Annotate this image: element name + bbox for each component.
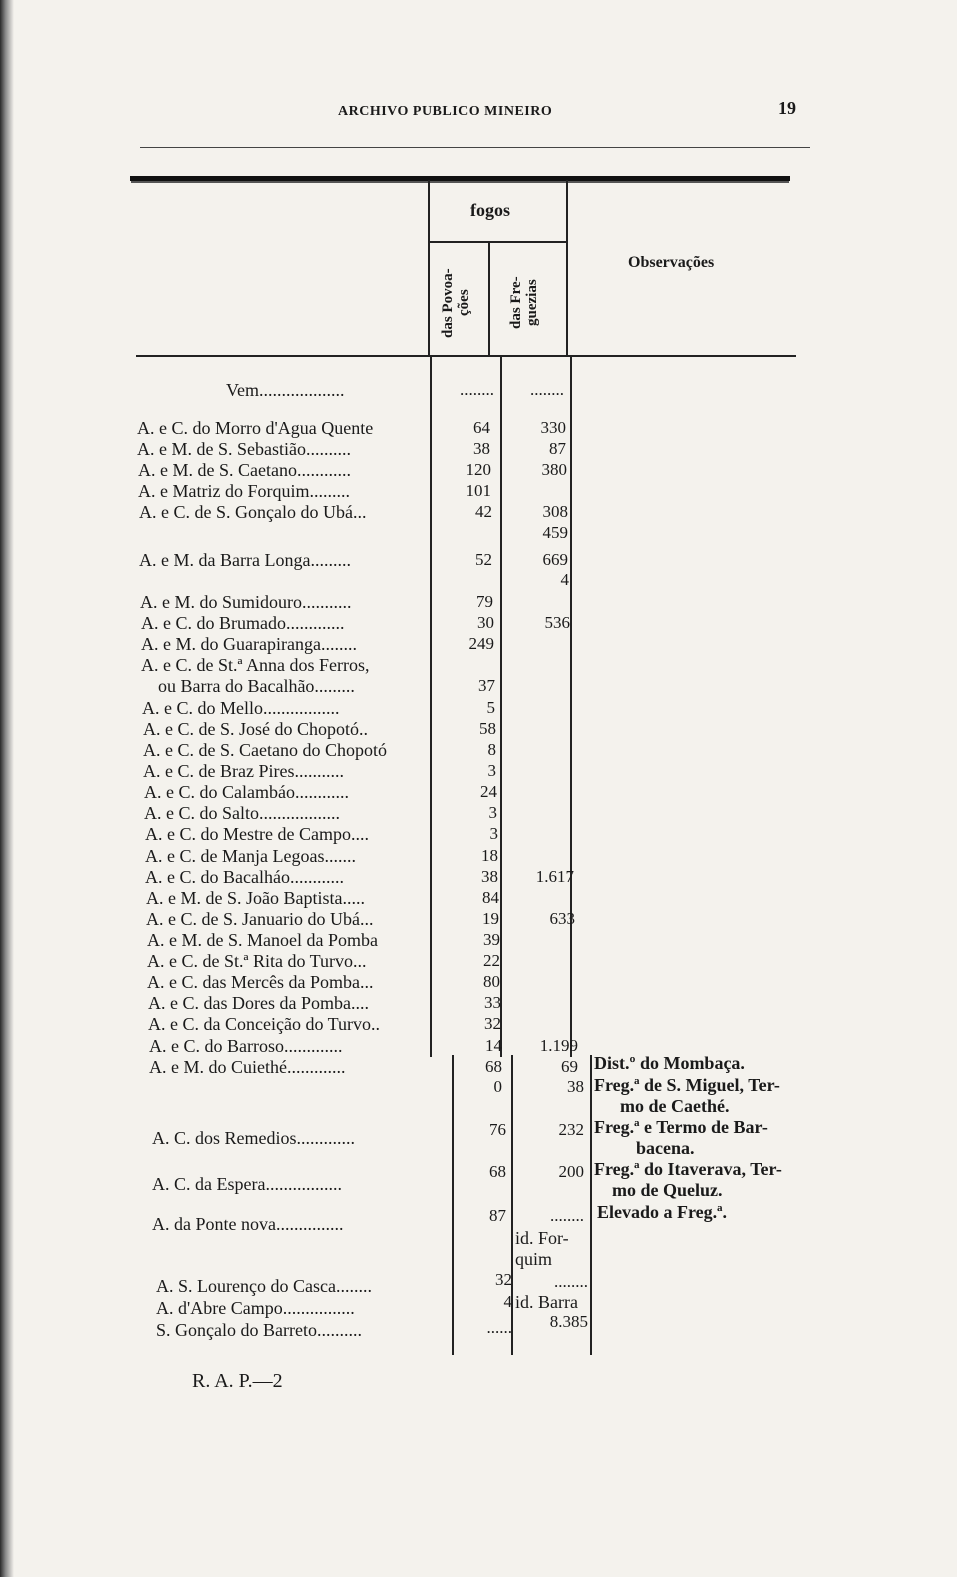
table-row-povoacoes: 14	[485, 1036, 502, 1055]
table-row-label: A. e M. de S. João Baptista.....	[146, 888, 365, 908]
table-row-label: A. e Matriz do Forquim.........	[138, 481, 350, 501]
table-row-povoacoes: 42	[475, 502, 492, 521]
table-row-label: A. e C. do Mello.................	[142, 698, 340, 718]
forquim-line1: id. For-	[515, 1228, 569, 1248]
header-rule	[140, 147, 810, 148]
espera-povoacoes: 68	[489, 1162, 506, 1181]
table-row-povoacoes: 101	[465, 481, 491, 500]
row-barreto: S. Gonçalo do Barreto..........	[156, 1320, 362, 1340]
note-remedios-line1: Freg.ª e Termo de Bar-	[594, 1117, 768, 1137]
abre-campo-freguezias: id. Barra	[515, 1292, 578, 1312]
table-row-povoacoes: 8	[487, 740, 496, 759]
table-row-povoacoes: 19	[482, 909, 499, 928]
table-rule-mid	[488, 243, 490, 355]
note-ponte-nova: Elevado a Freg.ª.	[597, 1202, 728, 1222]
table-row-label: A. e M. do Sumidouro...........	[140, 592, 352, 612]
table-row-label: A. e C. de S. Januario do Ubá...	[146, 909, 374, 929]
cuiethe-freguezias-extra: 38	[567, 1077, 584, 1096]
povoacoes-header-line1: das Povoa-	[440, 268, 456, 338]
casca-freguezias: ........	[554, 1272, 588, 1291]
running-header: ARCHIVO PUBLICO MINEIRO	[338, 104, 553, 119]
table-row-label: A. e C. de S. Gonçalo do Ubá...	[139, 502, 367, 522]
table-row-freguezias: 4	[560, 570, 569, 589]
table-row-label: A. e C. do Brumado.............	[141, 613, 345, 633]
table-row-label: A. e C. do Mestre de Campo....	[145, 824, 369, 844]
espera-freguezias: 200	[558, 1162, 584, 1181]
remedios-povoacoes: 76	[489, 1120, 506, 1139]
body-rule-right	[570, 357, 572, 1057]
table-row-freguezias: 380	[541, 460, 567, 479]
table-row-povoacoes: 24	[480, 782, 497, 801]
table-row-freguezias: 87	[549, 439, 566, 458]
note-caethe-line1: Freg.ª de S. Miguel, Ter-	[594, 1075, 780, 1095]
table-row-label: A. e M. de S. Caetano............	[138, 460, 351, 480]
table-row-label: A. e M. do Cuiethé.............	[149, 1057, 346, 1077]
fogos-header: fogos	[470, 200, 510, 220]
row-espera: A. C. da Espera.................	[152, 1174, 342, 1194]
table-row-povoacoes: 18	[481, 846, 498, 865]
table-row-freguezias: 536	[544, 613, 570, 632]
row-ponte-nova: A. da Ponte nova...............	[152, 1214, 344, 1234]
table-row-label: A. e C. de S. José do Chopotó..	[143, 719, 368, 739]
note-espera-line2: mo de Queluz.	[612, 1180, 723, 1200]
forquim-line2: quim	[515, 1249, 553, 1269]
table-row-povoacoes: 79	[476, 592, 493, 611]
vem-freguezias: ........	[530, 380, 564, 399]
table-row-povoacoes: 120	[465, 460, 491, 479]
table-row-povoacoes: 38	[473, 439, 490, 458]
page-number: 19	[778, 98, 796, 118]
table-row-label: A. e M. de S. Manoel da Pomba	[147, 930, 378, 950]
barreto-freguezias: 8.385	[549, 1312, 588, 1331]
barreto-povoacoes: ......	[486, 1318, 512, 1337]
table-row-label: A. e C. da Conceição do Turvo..	[148, 1014, 380, 1034]
header-bottom-rule	[136, 355, 796, 357]
table-row-povoacoes: 68	[485, 1057, 502, 1076]
table-row-label: A. e C. de St.ª Rita do Turvo...	[147, 951, 367, 971]
table-row-label: A. e C. do Calambáo............	[144, 782, 349, 802]
table-row-povoacoes: 30	[477, 613, 494, 632]
note-remedios-line2: bacena.	[636, 1138, 695, 1158]
table-row-label: A. e M. do Guarapiranga........	[141, 634, 357, 654]
table-rule-left	[428, 180, 430, 355]
table-row-freguezias: 1.199	[539, 1036, 578, 1055]
table-row-povoacoes: 32	[484, 1014, 501, 1033]
body-rule-right-lower	[590, 1055, 592, 1355]
table-row-freguezias: 459	[542, 523, 568, 542]
table-row-povoacoes: 33	[484, 993, 501, 1012]
povoacoes-header	[440, 256, 472, 350]
table-row-freguezias: 69	[561, 1057, 578, 1076]
table-row-povoacoes: 64	[473, 418, 490, 437]
row-abre-campo: A. d'Abre Campo................	[156, 1298, 355, 1318]
cuiethe-povoacoes-extra: 0	[493, 1077, 502, 1096]
table-row-label: A. e C. do Bacalháo............	[145, 867, 344, 887]
table-row-freguezias: 633	[549, 909, 575, 928]
note-espera-line1: Freg.ª do Itaverava, Ter-	[594, 1159, 782, 1179]
table-row-freguezias: 669	[542, 550, 568, 569]
table-row-povoacoes: 3	[489, 824, 498, 843]
table-row-label: A. e C. de Braz Pires...........	[143, 761, 344, 781]
table-row-povoacoes: 58	[479, 719, 496, 738]
table-row-label: A. e C. de Manja Legoas.......	[145, 846, 356, 866]
note-caethe-line2: mo de Caethé.	[620, 1096, 730, 1116]
table-top-rule	[130, 176, 790, 181]
freguezias-header-line1: das Fre-	[508, 276, 524, 330]
ponte-nova-freguezias: ........	[550, 1206, 584, 1225]
vem-povoacoes: ........	[460, 380, 494, 399]
table-row-freguezias: 330	[540, 418, 566, 437]
table-row-povoacoes: 37	[478, 676, 495, 695]
table-row-povoacoes: 22	[483, 951, 500, 970]
table-row-povoacoes: 38	[481, 867, 498, 886]
freguezias-header-line2: guezias	[524, 279, 540, 327]
abre-campo-povoacoes: 4	[503, 1292, 512, 1311]
table-row-povoacoes: 5	[486, 698, 495, 717]
table-row-label: A. e C. de S. Caetano do Chopotó	[143, 740, 387, 760]
table-row-povoacoes: 3	[487, 761, 496, 780]
table-row-label: A. e C. das Mercês da Pomba...	[147, 972, 374, 992]
table-row-povoacoes: 3	[488, 803, 497, 822]
table-row-label: A. e C. do Barroso.............	[149, 1036, 343, 1056]
row-casca: A. S. Lourenço do Casca........	[156, 1276, 372, 1296]
casca-povoacoes: 32	[495, 1270, 512, 1289]
table-row-povoacoes: 39	[483, 930, 500, 949]
table-row-label: ou Barra do Bacalhão.........	[158, 676, 355, 696]
table-row-label: A. e C. de St.ª Anna dos Ferros,	[141, 655, 370, 675]
table-row-label: A. e C. do Salto..................	[144, 803, 340, 823]
vem-label: Vem...................	[226, 380, 345, 400]
table-row-freguezias: 1.617	[535, 867, 574, 886]
freguezias-header	[508, 256, 540, 350]
observacoes-header: Observações	[628, 254, 715, 271]
row-remedios: A. C. dos Remedios.............	[152, 1128, 356, 1148]
note-mombaca: Dist.º do Mombaça.	[594, 1053, 745, 1073]
povoacoes-header-line2: ções	[456, 289, 472, 317]
table-row-label: A. e C. das Dores da Pomba....	[148, 993, 369, 1013]
table-row-povoacoes: 84	[482, 888, 499, 907]
page-edge-shadow	[0, 0, 14, 1577]
table-row-povoacoes: 52	[475, 550, 492, 569]
table-row-label: A. e C. do Morro d'Agua Quente	[137, 418, 374, 438]
ponte-nova-povoacoes: 87	[489, 1206, 506, 1225]
fogos-rule	[428, 241, 568, 243]
table-row-povoacoes: 80	[483, 972, 500, 991]
signature-footer: R. A. P.—2	[192, 1370, 283, 1392]
table-row-freguezias: 308	[542, 502, 568, 521]
table-row-label: A. e M. da Barra Longa.........	[139, 550, 351, 570]
table-row-label: A. e M. de S. Sebastião..........	[137, 439, 351, 459]
table-row-povoacoes: 249	[468, 634, 494, 653]
remedios-freguezias: 232	[558, 1120, 584, 1139]
table-rule-right	[566, 180, 568, 355]
